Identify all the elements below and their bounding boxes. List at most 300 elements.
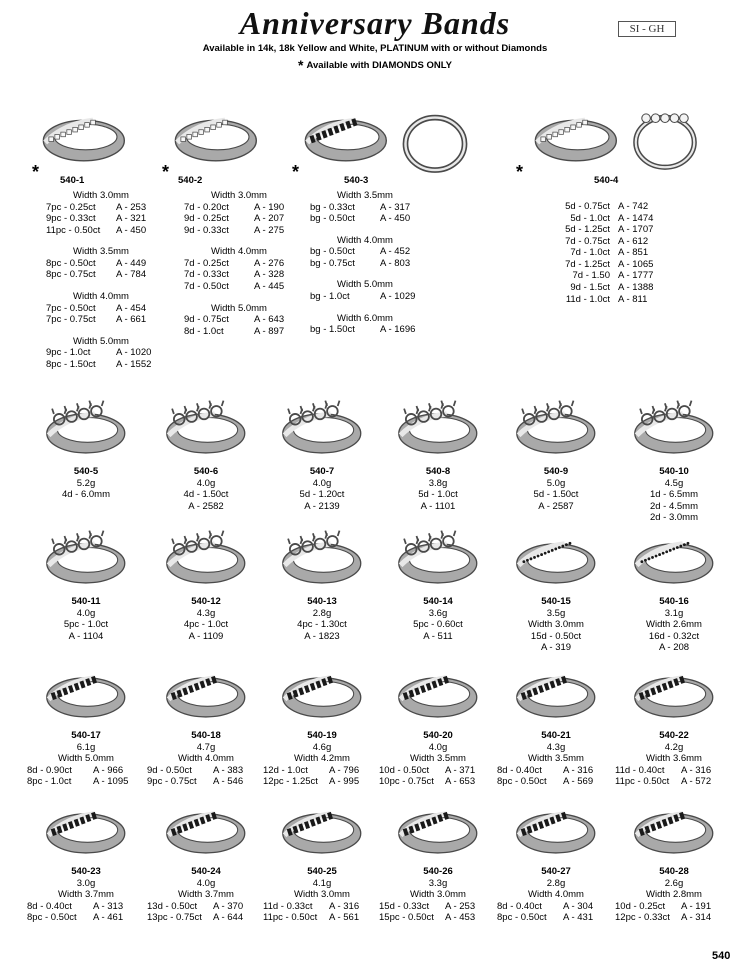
width-label: Width 4.0mm [337, 234, 393, 246]
detail-line: 5d - 1.50ct [533, 489, 579, 501]
stone-spec: 7pc - 0.75ct [46, 314, 96, 326]
price-code: A - 661 [116, 314, 147, 326]
price-code: A - 742 [618, 201, 649, 212]
ring-photo [158, 528, 250, 590]
stone-spec: 9d - 0.75ct [184, 314, 229, 326]
detail-line: 2d - 3.0mm [649, 512, 699, 524]
detail-line: A - 1104 [68, 630, 104, 642]
star-icon: * [32, 162, 40, 182]
spec-row [184, 258, 294, 270]
stone-spec: 7d - 0.25ct [184, 257, 229, 269]
detail-line: 5d - 1.0ct [418, 489, 458, 501]
price-code: A - 313 [93, 900, 124, 912]
price-code: A - 316 [681, 764, 712, 776]
price-code: A - 383 [213, 764, 244, 776]
price-code: A - 1388 [618, 282, 654, 294]
stone-spec: 9d - 0.50ct [147, 764, 192, 776]
ring-image [626, 798, 718, 860]
stone-spec: 13d - 0.50ct [147, 900, 198, 912]
stone-spec: 15pc - 0.50ct [379, 912, 434, 924]
spec-row [548, 270, 653, 282]
item-number: 540-21 [541, 730, 571, 741]
price-code: A - 561 [329, 912, 360, 924]
price-code: A - 1065 [618, 258, 654, 270]
width-label: Width 5.0mm [337, 279, 393, 291]
item-number: 540-11 [71, 596, 101, 607]
price-code: A - 450 [116, 224, 147, 236]
price-code: A - 191 [681, 900, 712, 912]
stone-spec: 13pc - 0.75ct [147, 912, 202, 924]
ring-photo [390, 798, 482, 860]
quality-badge: SI - GH [618, 21, 676, 37]
detail-line: 16d - 0.32ct [648, 630, 700, 642]
ring-image [622, 98, 708, 178]
ring-photo [274, 662, 366, 724]
stone-spec: 12pc - 0.33ct [615, 912, 670, 924]
detail-line: 3.6g [428, 607, 448, 619]
ring-photo [622, 98, 708, 178]
stone-spec: 8pc - 0.50ct [497, 912, 547, 924]
diamond-only-note: * Available with DIAMONDS ONLY [298, 57, 452, 73]
detail-line: A - 2139 [304, 500, 340, 512]
spec-row [310, 291, 420, 303]
ring-image [274, 398, 366, 460]
price-code: A - 1696 [380, 324, 416, 336]
item-number: 540-25 [307, 866, 337, 877]
stone-spec: bg - 0.50ct [310, 246, 355, 258]
item-details [16, 866, 156, 924]
weight: 4.1g [312, 877, 332, 889]
spec-row [16, 776, 156, 788]
stone-spec: 8pc - 0.50ct [27, 912, 77, 924]
detail-line: A - 511 [423, 630, 453, 642]
spec-row [548, 236, 653, 248]
ring-photo [274, 798, 366, 860]
ring-image [626, 398, 718, 460]
availability-note: Available in 14k, 18k Yellow and White, PLATINUM with or without Diamonds [202, 43, 548, 54]
ring-photo [274, 398, 366, 460]
page-number: 540 [712, 950, 731, 962]
item-number: 540-28 [659, 866, 689, 877]
weight: 6.1g [76, 741, 96, 753]
price-code: A - 449 [116, 257, 147, 269]
star-icon: * [298, 57, 304, 73]
weight: 4.0g [196, 877, 216, 889]
item-number: 540-18 [191, 730, 221, 741]
spec-row [604, 912, 744, 924]
spec-row [604, 765, 744, 777]
detail-line: 4d - 1.50ct [183, 489, 229, 501]
item-details [16, 596, 156, 642]
detail-line: 4.5g [664, 477, 684, 489]
detail-line: 5.0g [546, 477, 566, 489]
item-number: 540-26 [423, 866, 453, 877]
spec-row [548, 282, 653, 294]
width-label: Width 3.6mm [646, 753, 702, 765]
spacer [46, 236, 156, 246]
stone-spec: 7pc - 0.50ct [46, 302, 96, 314]
stone-spec: 8d - 0.40ct [497, 900, 542, 912]
stone-spec: 9pc - 1.0ct [46, 347, 91, 359]
detail-line: 2d - 4.5mm [649, 500, 699, 512]
weight: 4.7g [196, 741, 216, 753]
spec-row [46, 314, 156, 326]
stone-spec: 10d - 0.50ct [379, 764, 430, 776]
stone-spec: 9pc - 0.75ct [147, 776, 197, 788]
star-icon: * [516, 162, 524, 182]
item-number: 540-8 [425, 466, 451, 477]
detail-line: 4d - 6.0mm [61, 489, 111, 501]
stone-spec: 7d - 0.20ct [184, 201, 229, 213]
detail-line: A - 319 [540, 642, 572, 654]
spec-row [46, 269, 156, 281]
detail-line: 2.8g [312, 607, 332, 619]
weight: 4.3g [546, 741, 566, 753]
ring-photo [508, 528, 600, 590]
ring-image [38, 662, 130, 724]
star-icon: * [162, 162, 170, 182]
spec-row [184, 281, 294, 293]
width-label: Width 3.7mm [58, 889, 114, 901]
stone-spec: 9pc - 0.33ct [46, 213, 96, 225]
ring-photo [508, 798, 600, 860]
price-code: A - 644 [213, 912, 244, 924]
price-code: A - 452 [380, 246, 411, 258]
ring-photo [626, 398, 718, 460]
spacer [46, 281, 156, 291]
stone-spec: bg - 1.50ct [310, 324, 355, 336]
detail-line: 5d - 1.20ct [299, 489, 345, 501]
detail-line: 5pc - 1.0ct [63, 619, 109, 631]
stone-spec: 10pc - 0.75ct [379, 776, 434, 788]
spec-row [16, 765, 156, 777]
width-label: Width 3.5mm [410, 753, 466, 765]
weight: 2.8g [546, 877, 566, 889]
stone-spec: 11d - 0.33ct [263, 900, 313, 912]
width-label: Width 3.0mm [73, 190, 129, 201]
price-code: A - 316 [329, 900, 360, 912]
price-code: A - 450 [380, 213, 411, 225]
price-code: A - 453 [445, 912, 476, 924]
detail-line: 1d - 6.5mm [649, 489, 699, 501]
item-number: 540-12 [191, 596, 221, 607]
stone-spec: 8pc - 0.50ct [46, 257, 96, 269]
ring-photo [38, 798, 130, 860]
width-label: Width 3.5mm [73, 246, 129, 258]
price-code: A - 653 [445, 776, 476, 788]
price-code: A - 253 [116, 201, 147, 213]
detail-line: 3.5g [546, 607, 566, 619]
ring-image [528, 100, 620, 172]
stone-spec: 7d - 0.33ct [184, 269, 229, 281]
spec-row [604, 901, 744, 913]
price-code: A - 275 [254, 224, 285, 236]
price-code: A - 207 [254, 213, 285, 225]
item-number: 540-19 [307, 730, 337, 741]
item-number: 540-23 [71, 866, 101, 877]
spec-row [46, 202, 156, 214]
spec-row [310, 213, 420, 225]
ring-image [274, 662, 366, 724]
width-label: Width 3.5mm [528, 753, 584, 765]
detail-line: A - 1101 [420, 500, 456, 512]
stone-spec: 8d - 0.90ct [27, 764, 72, 776]
price-code: A - 317 [380, 201, 411, 213]
spec-row [548, 247, 653, 259]
width-label: Width 3.0mm [294, 889, 350, 901]
price-code: A - 1029 [380, 291, 416, 303]
price-code: A - 643 [254, 314, 285, 326]
spec-row [548, 213, 653, 225]
item-number: 540-9 [543, 466, 569, 477]
width-label: Width 5.0mm [73, 335, 129, 347]
spec-list [310, 190, 420, 336]
stone-spec: 8pc - 1.50ct [46, 358, 96, 370]
spec-row [604, 776, 744, 788]
ring-photo [508, 398, 600, 460]
stone-spec: 7pc - 0.25ct [46, 201, 96, 213]
ring-photo [158, 798, 250, 860]
star-icon: * [292, 162, 300, 182]
width-label: Width 3.7mm [178, 889, 234, 901]
width-label: Width 5.0mm [211, 302, 267, 314]
spec-row [548, 201, 653, 213]
price-code: A - 966 [93, 764, 124, 776]
ring-photo [168, 100, 260, 172]
stone-spec: 11d - 0.40ct [615, 764, 665, 776]
detail-line: 4.0g [196, 477, 216, 489]
width-label: Width 4.0mm [211, 246, 267, 258]
price-code: A - 796 [329, 764, 360, 776]
spec-row [16, 901, 156, 913]
price-code: A - 572 [681, 776, 712, 788]
ring-image [274, 528, 366, 590]
detail-line: 5pc - 0.60ct [413, 619, 463, 631]
item-number: 540-7 [309, 466, 335, 477]
spec-row [548, 224, 653, 236]
spacer [310, 269, 420, 279]
stone-spec: 11pc - 0.50ct [263, 912, 318, 924]
item-number: 540-16 [659, 596, 689, 607]
stone-spec: 7d - 1.0ct [570, 247, 610, 259]
detail-line: 4.3g [196, 607, 216, 619]
spacer [310, 225, 420, 235]
detail-line: 4.0g [312, 477, 332, 489]
ring-image [38, 398, 130, 460]
spec-row [184, 213, 294, 225]
spacer [46, 326, 156, 336]
spec-row [184, 326, 294, 338]
weight: 3.0g [76, 877, 96, 889]
ring-image [158, 398, 250, 460]
detail-line: 4pc - 1.0ct [183, 619, 229, 631]
stone-spec: 12d - 1.0ct [263, 764, 308, 776]
item-details [604, 730, 744, 788]
item-number: 540-17 [71, 730, 101, 741]
price-code: A - 461 [93, 912, 124, 924]
item-number: 540-3 [344, 175, 369, 186]
ring-image [508, 662, 600, 724]
ring-photo [158, 662, 250, 724]
price-code: A - 1552 [116, 358, 152, 370]
item-number: 540-6 [193, 466, 219, 477]
price-code: A - 612 [618, 235, 649, 247]
ring-image [274, 798, 366, 860]
spec-row [184, 202, 294, 214]
ring-image [390, 798, 482, 860]
price-code: A - 1095 [93, 776, 129, 788]
page-title: Anniversary Bands [239, 5, 511, 41]
spec-row [310, 202, 420, 214]
ring-image [508, 528, 600, 590]
spec-row [548, 259, 653, 271]
item-number: 540-5 [73, 466, 99, 477]
price-code: A - 1474 [618, 212, 654, 224]
stone-spec: 11pc - 0.50ct [615, 776, 670, 788]
spacer [184, 236, 294, 246]
item-number: 540-4 [594, 175, 619, 186]
item-number: 540-10 [659, 466, 689, 477]
weight: 3.3g [428, 877, 448, 889]
item-number: 540-15 [541, 596, 571, 607]
item-number: 540-14 [423, 596, 453, 607]
ring-photo [38, 398, 130, 460]
spec-row [310, 258, 420, 270]
price-code: A - 370 [213, 900, 244, 912]
price-code: A - 445 [254, 281, 285, 293]
ring-photo [158, 398, 250, 460]
item-details [16, 730, 156, 788]
weight: 4.2g [664, 741, 684, 753]
spec-list [46, 190, 156, 371]
width-label: Width 3.5mm [337, 190, 393, 201]
price-code: A - 546 [213, 776, 244, 788]
stone-spec: 7d - 1.25ct [565, 258, 610, 270]
weight: 4.0g [428, 741, 448, 753]
stone-spec: bg - 0.75ct [310, 257, 355, 269]
ring-image [298, 100, 390, 172]
ring-image [390, 662, 482, 724]
price-code: A - 304 [563, 900, 594, 912]
item-number: 540-22 [659, 730, 689, 741]
spec-row [16, 912, 156, 924]
ring-photo [298, 100, 390, 172]
spec-list [548, 201, 653, 305]
stone-spec: 7d - 1.50 [572, 270, 610, 282]
price-code: A - 1777 [618, 270, 654, 282]
spacer [184, 293, 294, 303]
spec-row [46, 347, 156, 359]
width-label: Width 4.0mm [528, 889, 584, 901]
spec-row [46, 213, 156, 225]
spec-list [184, 190, 294, 337]
spec-row [184, 269, 294, 281]
stone-spec: 10d - 0.25ct [615, 900, 666, 912]
item-details [604, 866, 744, 924]
stone-spec: 12pc - 1.25ct [263, 776, 318, 788]
width-label: Width 3.0mm [410, 889, 466, 901]
price-code: A - 803 [380, 257, 411, 269]
spacer [310, 303, 420, 313]
item-number: 540-13 [307, 596, 337, 607]
stone-spec: 8d - 1.0ct [184, 325, 224, 337]
detail-line: 15d - 0.50ct [530, 630, 582, 642]
weight: 2.6g [664, 877, 684, 889]
ring-photo [528, 100, 620, 172]
detail-line: A - 2587 [538, 500, 574, 512]
spec-row [548, 294, 653, 306]
ring-image [390, 398, 482, 460]
price-code: A - 811 [618, 293, 648, 305]
item-details [604, 596, 744, 654]
stone-spec: 8pc - 1.0ct [27, 776, 72, 788]
stone-spec: 8pc - 0.50ct [497, 776, 547, 788]
detail-line: 3.1g [664, 607, 684, 619]
price-code: A - 316 [563, 764, 594, 776]
detail-line: A - 208 [658, 642, 690, 654]
price-code: A - 190 [254, 201, 285, 213]
width-label: Width 6.0mm [337, 312, 393, 324]
price-code: A - 371 [445, 764, 476, 776]
width-label: Width 5.0mm [58, 753, 114, 765]
price-code: A - 897 [254, 325, 285, 337]
stone-spec: 5d - 0.75ct [565, 201, 610, 212]
item-details [604, 466, 744, 524]
ring-photo [626, 528, 718, 590]
detail-line: A - 1823 [304, 630, 340, 642]
item-number: 540-27 [541, 866, 571, 877]
width-label: Width 2.8mm [646, 889, 702, 901]
ring-photo [38, 528, 130, 590]
stone-spec: 9d - 1.5ct [570, 282, 610, 294]
weight: 4.6g [312, 741, 332, 753]
ring-photo [38, 662, 130, 724]
ring-image [38, 798, 130, 860]
ring-image [508, 798, 600, 860]
spec-row [46, 225, 156, 237]
price-code: A - 276 [254, 257, 285, 269]
width-label: Width 3.0mm [211, 190, 267, 201]
ring-image [626, 662, 718, 724]
spec-row [310, 246, 420, 258]
item-number: 540-20 [423, 730, 453, 741]
ring-photo [390, 398, 482, 460]
stone-spec: bg - 0.50ct [310, 213, 355, 225]
detail-line: 3.8g [428, 477, 448, 489]
width-label: Width 4.0mm [73, 291, 129, 303]
ring-image [626, 528, 718, 590]
stone-spec: 9d - 0.33ct [184, 224, 229, 236]
detail-line: 4pc - 1.30ct [297, 619, 347, 631]
ring-image [36, 100, 128, 172]
price-code: A - 1020 [116, 347, 152, 359]
ring-image [394, 98, 476, 188]
spec-row [184, 314, 294, 326]
ring-photo [390, 662, 482, 724]
price-code: A - 454 [116, 302, 147, 314]
stone-spec: 5d - 1.25ct [565, 224, 610, 236]
spec-row [184, 225, 294, 237]
item-number: 540-24 [191, 866, 221, 877]
stone-spec: 8d - 0.40ct [497, 764, 542, 776]
price-code: A - 995 [329, 776, 360, 788]
stone-spec: bg - 0.33ct [310, 201, 355, 213]
width-label: Width 4.2mm [294, 753, 350, 765]
detail-line: Width 3.0mm [528, 619, 584, 631]
ring-image [390, 528, 482, 590]
stone-spec: 9d - 0.25ct [184, 213, 229, 225]
item-number: 540-2 [178, 175, 203, 186]
